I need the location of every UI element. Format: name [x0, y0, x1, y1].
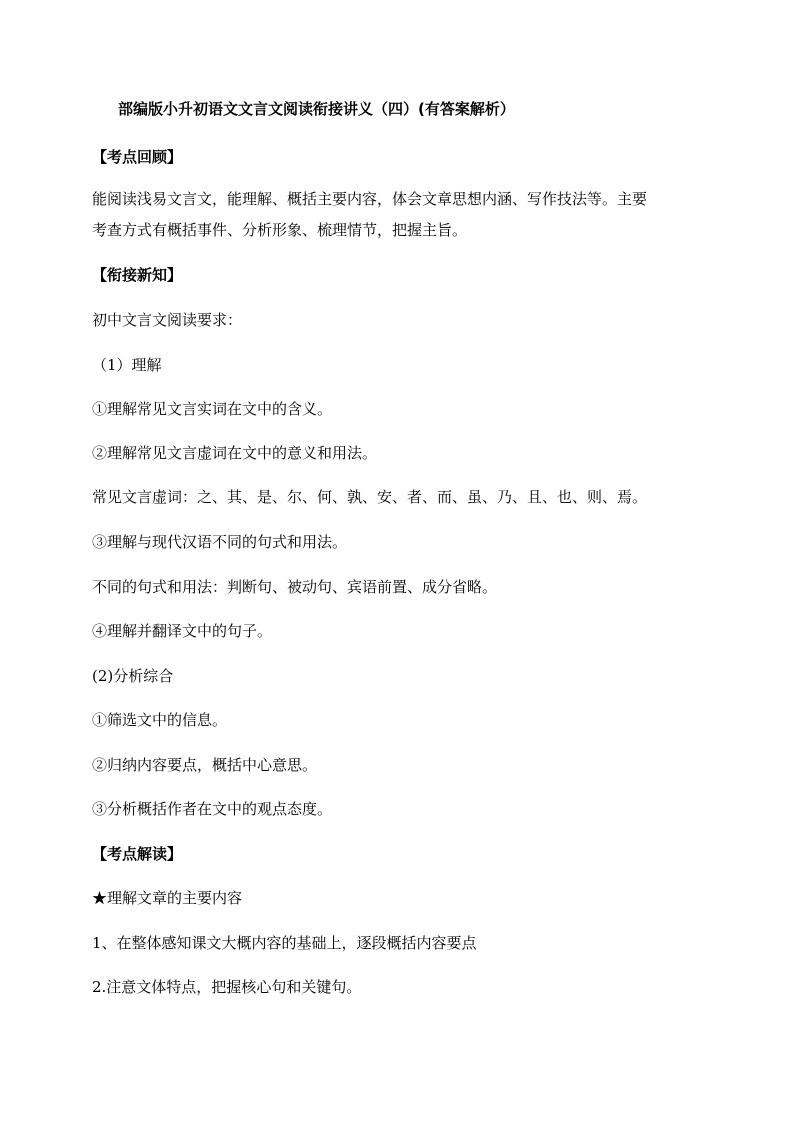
new-item-7: ④理解并翻译文中的句子。: [92, 622, 273, 640]
heading-explain: 【考点解读】: [92, 845, 183, 863]
new-item-1: （1）理解: [92, 356, 162, 374]
heading-new: 【衔接新知】: [92, 266, 183, 284]
new-item-4: 常见文言虚词：之、其、是、尔、何、孰、安、者、而、虽、乃、且、也、则、焉。: [92, 488, 648, 506]
explain-item-2: 1、在整体感知课文大概内容的基础上，逐段概括内容要点: [92, 934, 477, 952]
explain-item-1: ★理解文章的主要内容: [92, 889, 243, 907]
new-intro: 初中文言文阅读要求：: [92, 311, 243, 329]
new-item-5: ③理解与现代汉语不同的句式和用法。: [92, 533, 348, 551]
new-item-8: (2)分析综合: [92, 667, 174, 685]
heading-review: 【考点回顾】: [92, 148, 183, 166]
document-title: 部编版小升初语文文言文阅读衔接讲义（四）(有答案解析）: [118, 100, 515, 118]
review-line-2: 考查方式有概括事件、分析形象、梳理情节，把握主旨。: [92, 221, 468, 239]
explain-item-3: 2.注意文体特点，把握核心句和关键句。: [92, 978, 362, 996]
new-item-10: ②归纳内容要点，概括中心意思。: [92, 756, 318, 774]
new-item-6: 不同的句式和用法：判断句、被动句、宾语前置、成分省略。: [92, 578, 498, 596]
new-item-2: ①理解常见文言实词在文中的含义。: [92, 400, 333, 418]
review-line-1: 能阅读浅易文言文，能理解、概括主要内容，体会文章思想内涵、写作技法等。主要: [92, 190, 648, 208]
new-item-11: ③分析概括作者在文中的观点态度。: [92, 800, 333, 818]
new-item-3: ②理解常见文言虚词在文中的意义和用法。: [92, 444, 378, 462]
new-item-9: ①筛选文中的信息。: [92, 711, 228, 729]
